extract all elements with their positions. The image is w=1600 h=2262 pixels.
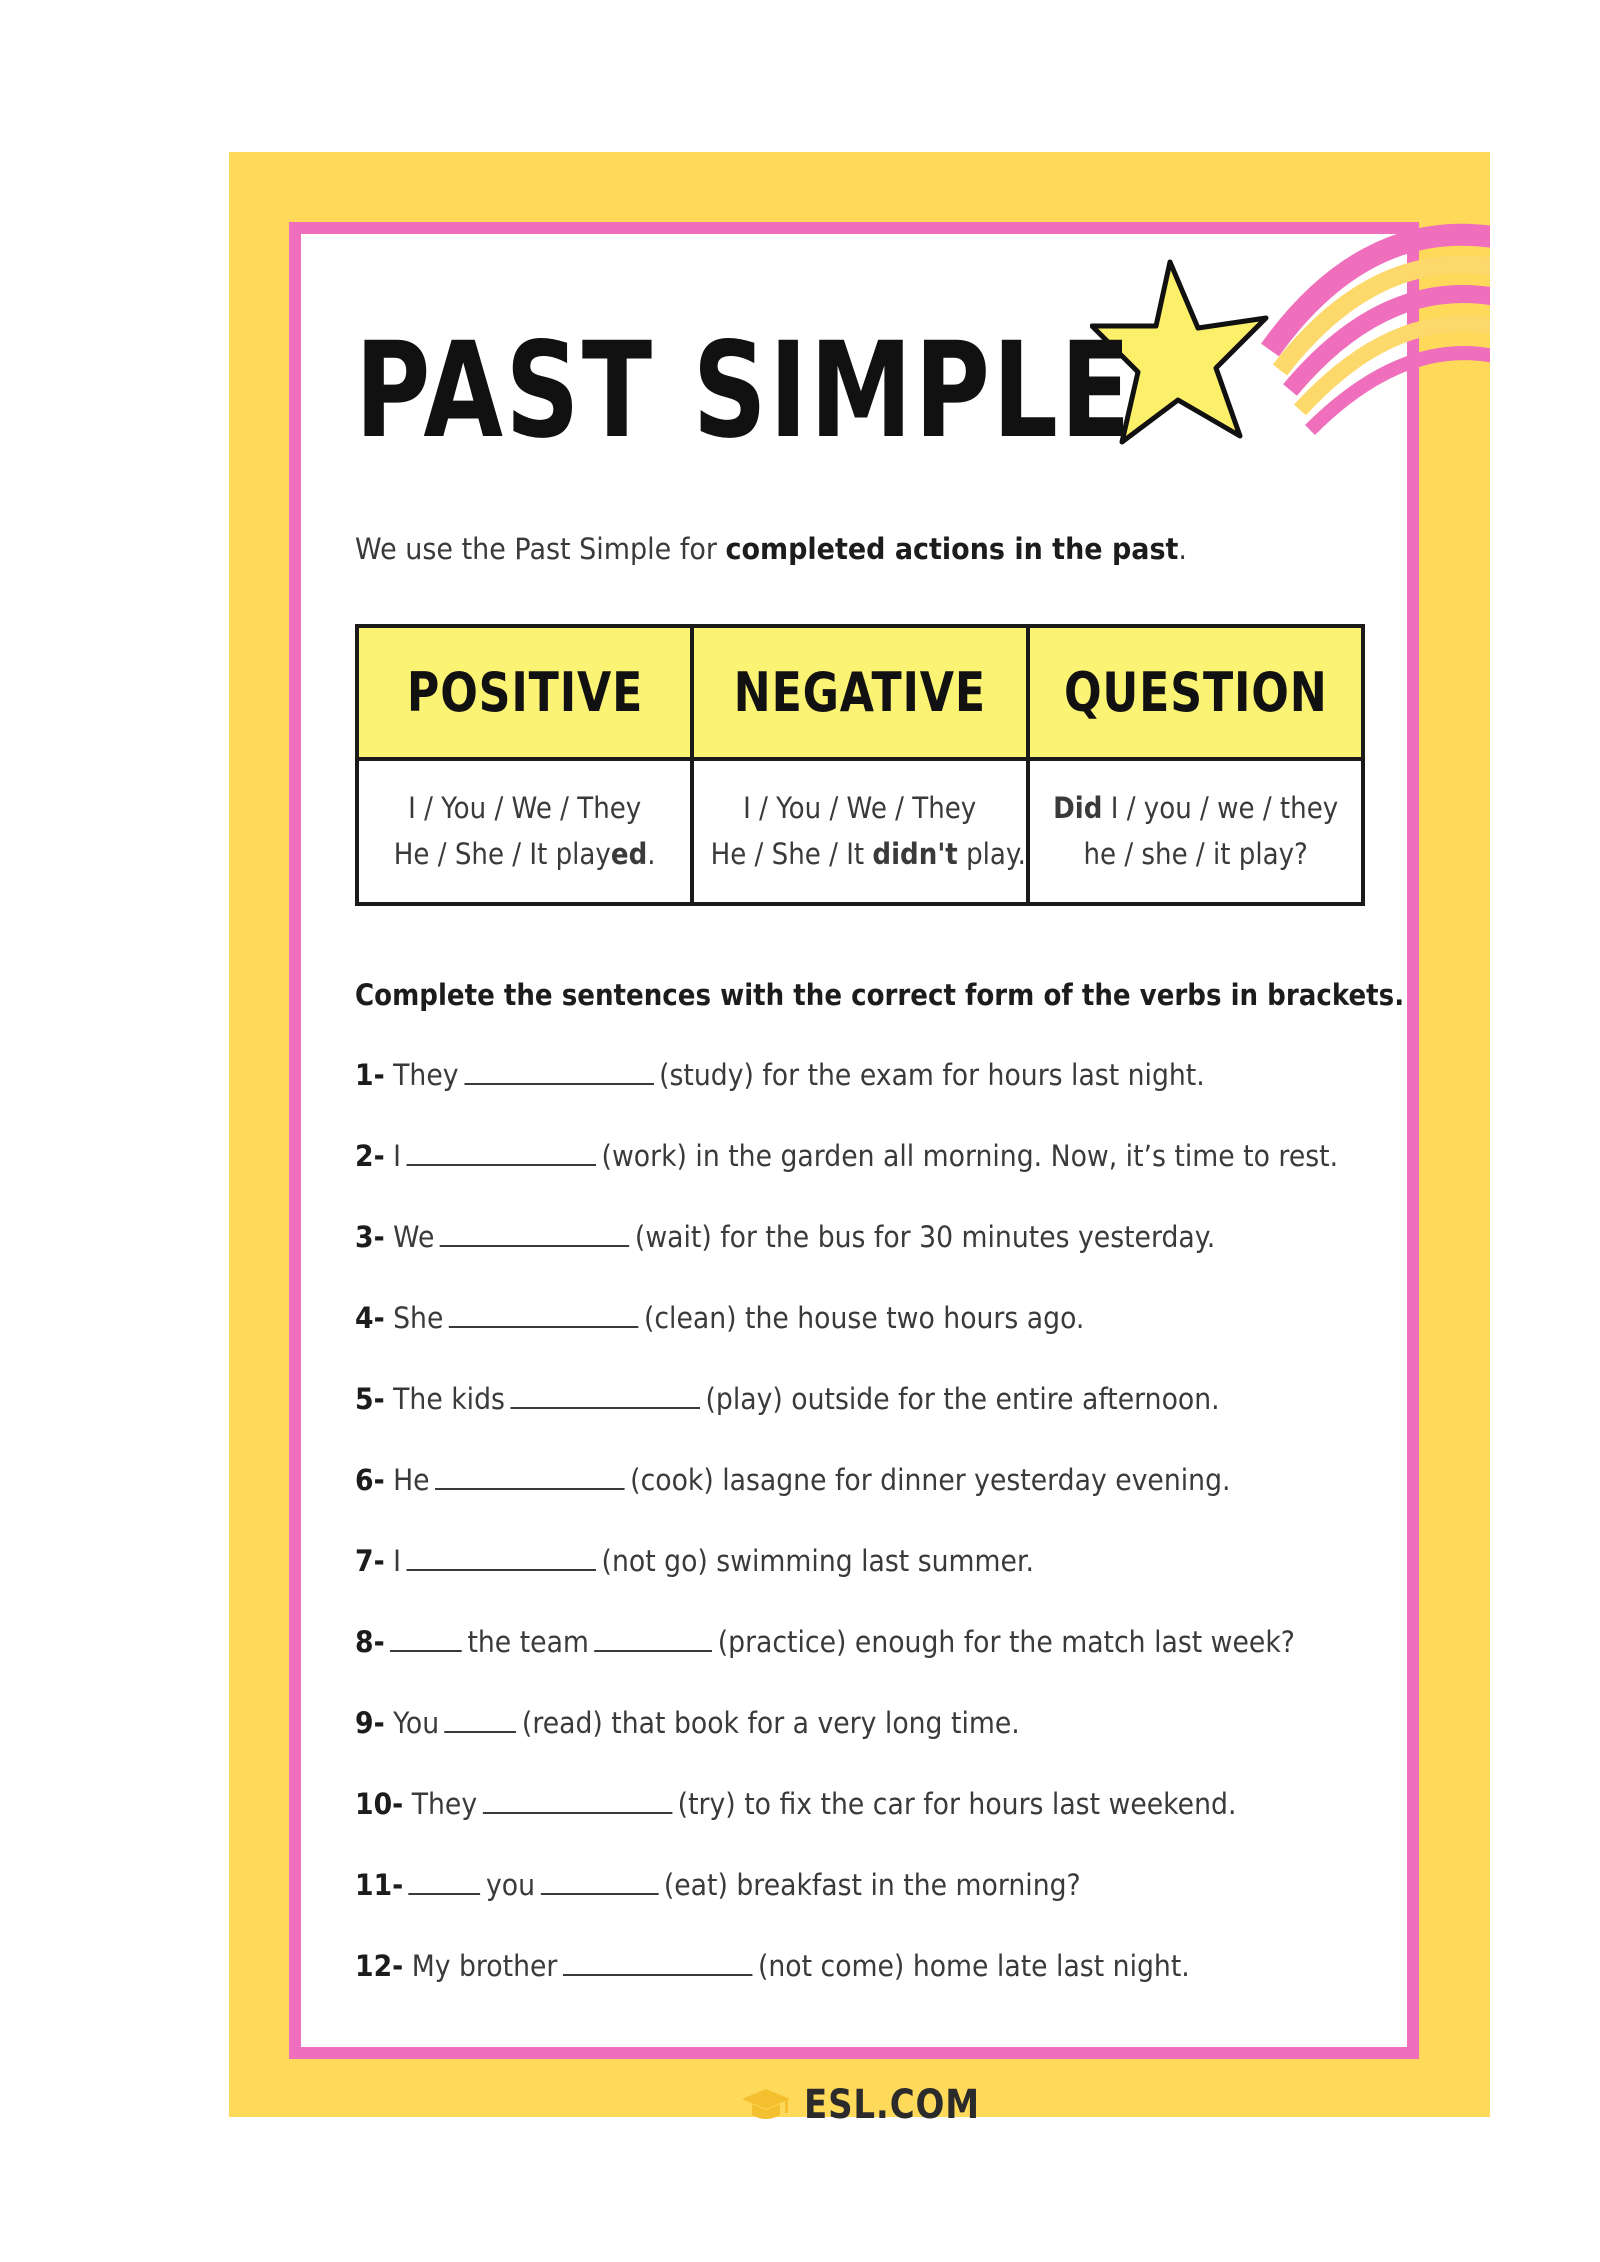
cell-negative: I / You / We / They He / She / It didn't play.: [692, 759, 1027, 904]
footer-logo[interactable]: [740, 2080, 1011, 2130]
header-positive: POSITIVE: [357, 626, 692, 759]
exercise-10: 10- They (try) to fix the car for hours last weekend.: [355, 1787, 1237, 1821]
exercise-6: 6- He (cook) lasagne for dinner yesterday evening.: [355, 1463, 1231, 1497]
graduation-cap-icon: [740, 2085, 792, 2125]
header-negative: NEGATIVE: [692, 626, 1027, 759]
footer-brand: ESL.COM: [804, 2082, 980, 2128]
exercise-2: 2- I (work) in the garden all morning. Now, it’s time to rest.: [355, 1139, 1339, 1173]
exercise-1: 1- They (study) for the exam for hours last night.: [355, 1058, 1205, 1092]
answer-blank[interactable]: [435, 1462, 625, 1490]
exercise-7: 7- I (not go) swimming last summer.: [355, 1544, 1034, 1578]
intro-text: We use the Past Simple for completed actions in the past.: [355, 532, 1187, 566]
exercise-11: 11- you (eat) breakfast in the morning?: [355, 1868, 1081, 1902]
forms-table: [355, 624, 1365, 906]
answer-blank[interactable]: [563, 1948, 753, 1976]
answer-blank[interactable]: [390, 1624, 462, 1652]
cell-positive: I / You / We / They He / She / It played.: [357, 759, 692, 904]
exercise-9: 9- You (read) that book for a very long time.: [355, 1706, 1020, 1740]
cell-question: Did I / you / we / they he / she / it play?: [1028, 759, 1363, 904]
answer-blank[interactable]: [541, 1867, 659, 1895]
exercise-5: 5- The kids (play) outside for the entire afternoon.: [355, 1382, 1220, 1416]
exercise-instruction: Complete the sentences with the correct form of the verbs in brackets.: [355, 978, 1405, 1012]
answer-blank[interactable]: [407, 1138, 597, 1166]
header-question: QUESTION: [1028, 626, 1363, 759]
answer-blank[interactable]: [449, 1300, 639, 1328]
answer-blank[interactable]: [464, 1057, 654, 1085]
answer-blank[interactable]: [440, 1219, 630, 1247]
answer-blank[interactable]: [510, 1381, 700, 1409]
exercise-12: 12- My brother (not come) home late last night.: [355, 1949, 1190, 1983]
exercise-8: 8- the team (practice) enough for the match last week?: [355, 1625, 1295, 1659]
exercise-4: 4- She (clean) the house two hours ago.: [355, 1301, 1085, 1335]
shooting-star-icon: [1090, 200, 1490, 480]
answer-blank[interactable]: [483, 1786, 673, 1814]
answer-blank[interactable]: [407, 1543, 597, 1571]
answer-blank[interactable]: [594, 1624, 712, 1652]
intro-emphasis: completed actions in the past: [725, 532, 1179, 566]
exercise-3: 3- We (wait) for the bus for 30 minutes yesterday.: [355, 1220, 1216, 1254]
answer-blank[interactable]: [409, 1867, 481, 1895]
answer-blank[interactable]: [445, 1705, 517, 1733]
page-title: PAST SIMPLE: [355, 314, 1133, 468]
